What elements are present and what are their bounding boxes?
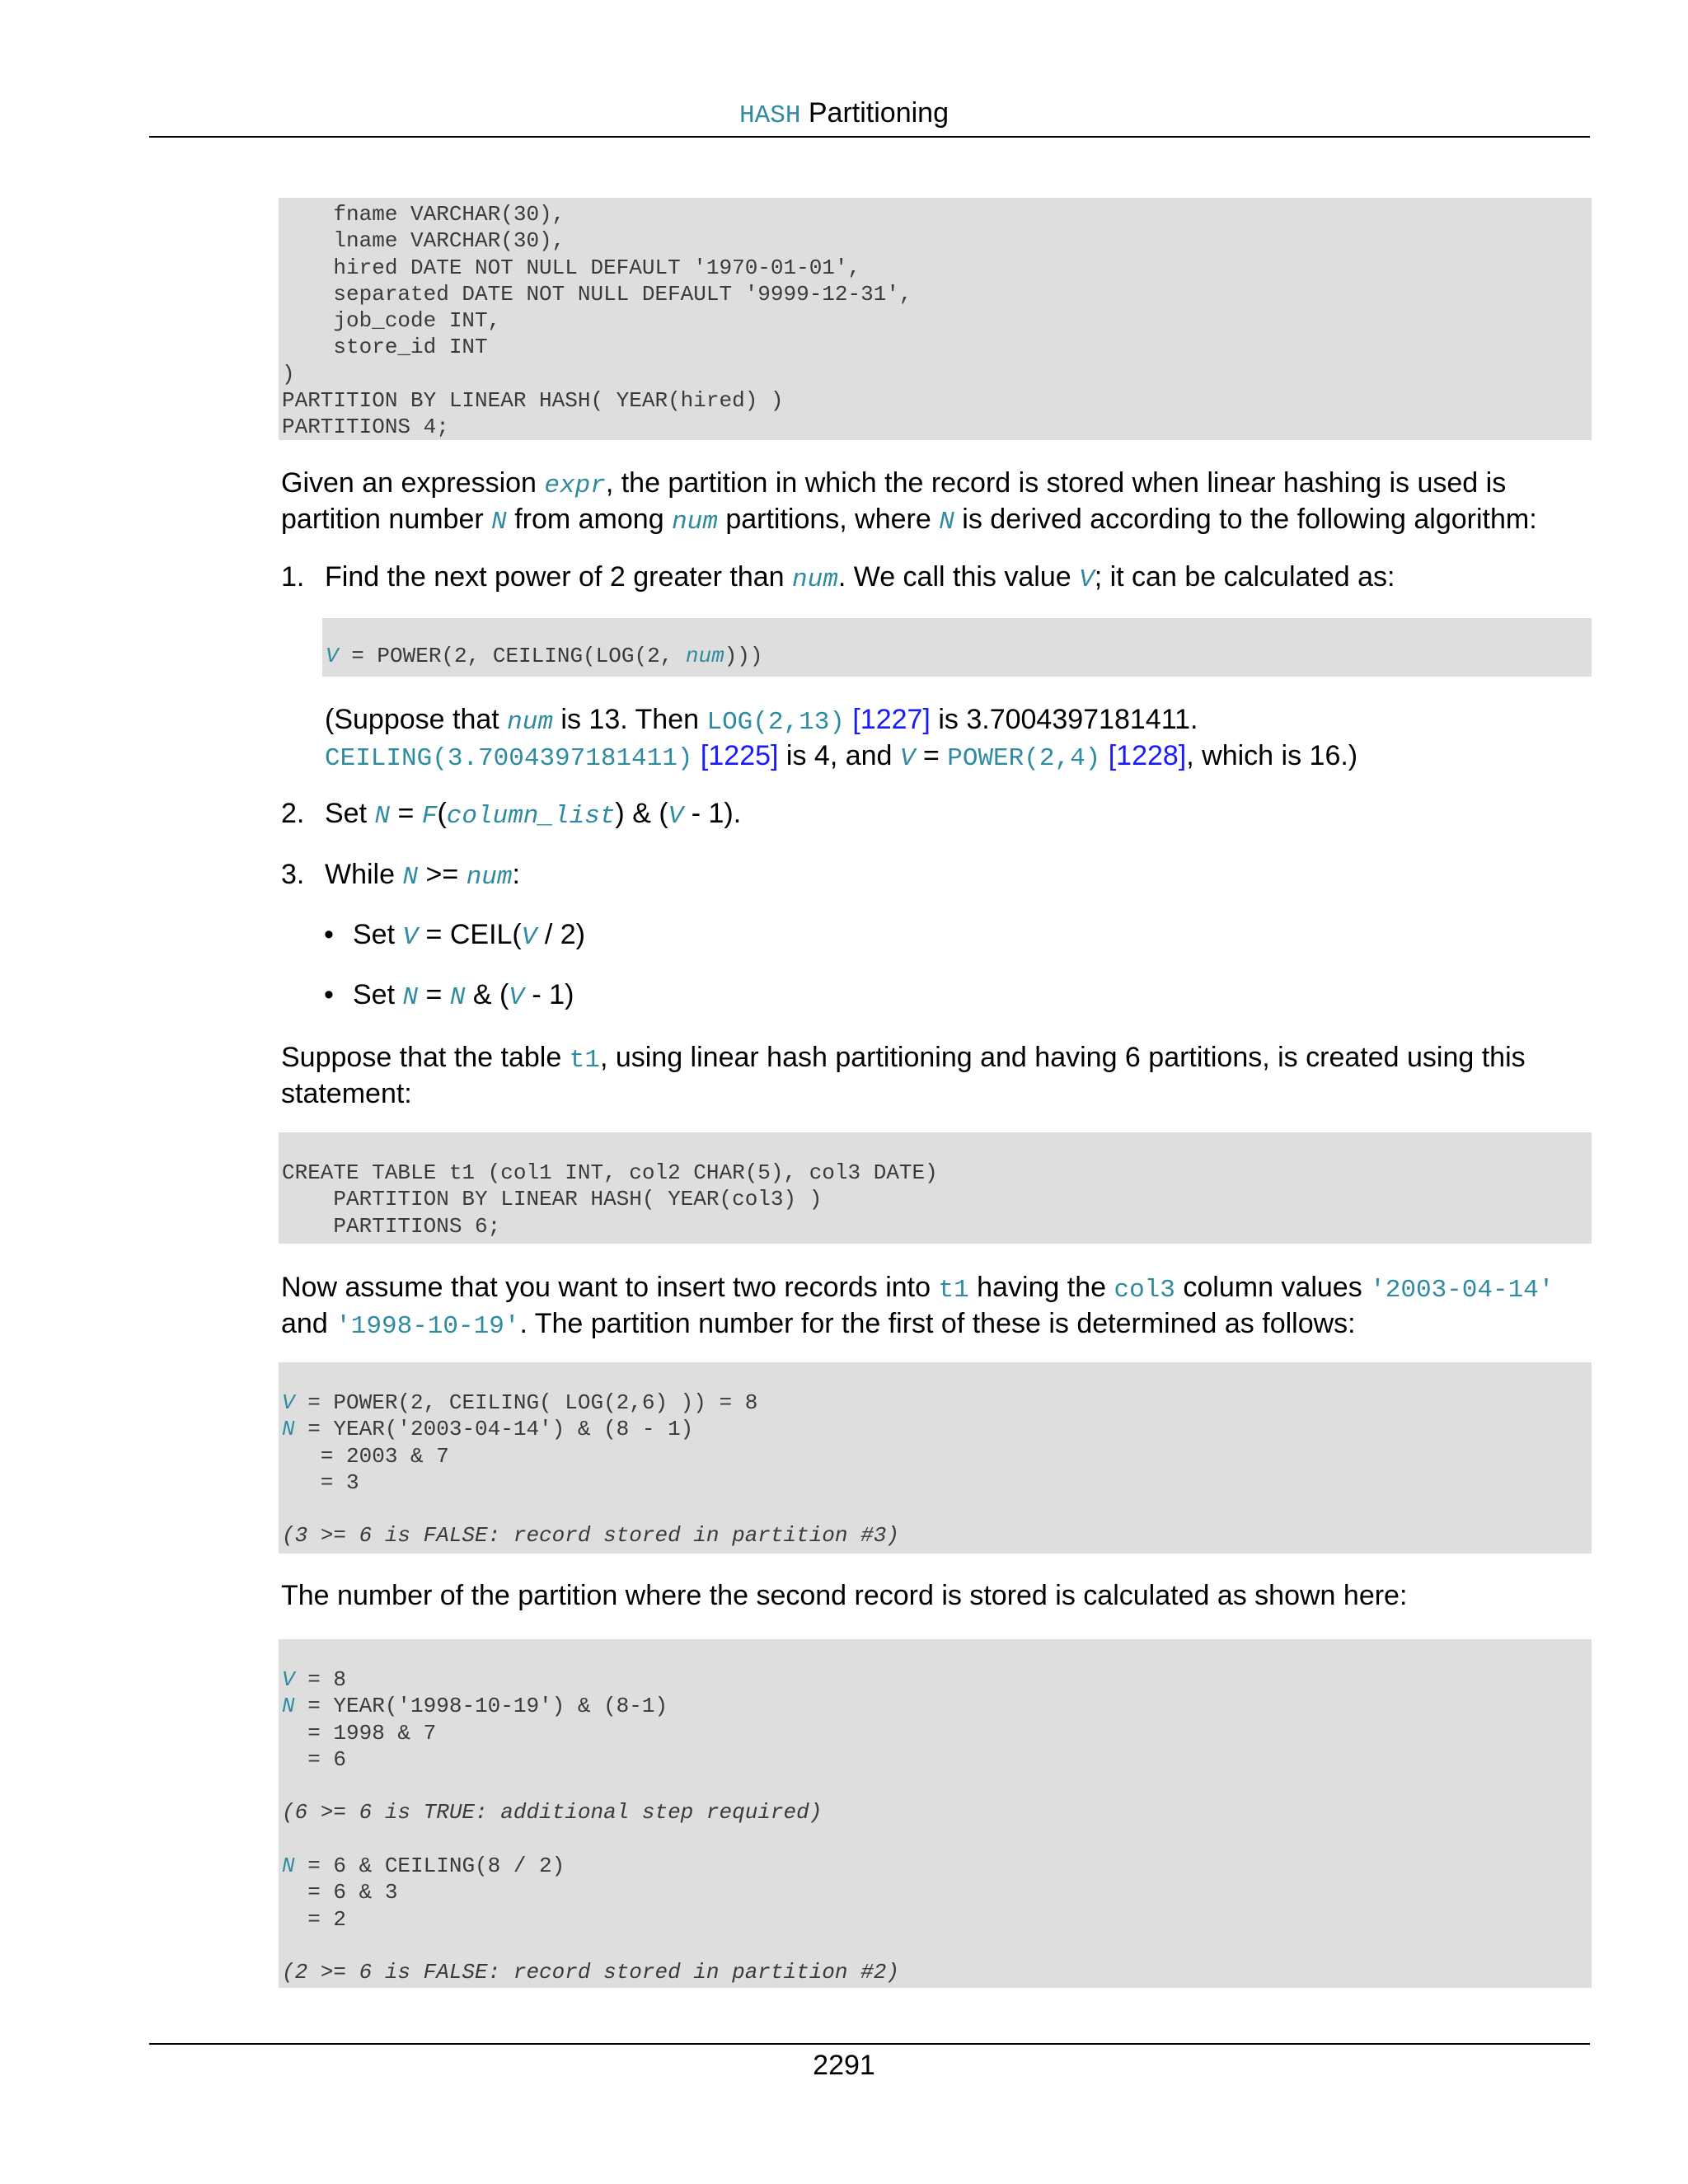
code-line [282, 1853, 1592, 1879]
text: is 13. Then [552, 704, 707, 735]
table-name-t1: t1 [938, 1276, 969, 1305]
code-line [282, 1693, 1592, 1719]
var-n: N [491, 508, 507, 537]
text: column values [1175, 1272, 1371, 1303]
code-line [282, 1416, 1592, 1442]
var-num: num [792, 565, 838, 594]
text: is 4, and [778, 740, 900, 771]
header-title: Partitioning [800, 97, 949, 129]
text: = [390, 798, 422, 829]
paragraph-insert-records [281, 1271, 1600, 1343]
code-line: PARTITION BY LINEAR HASH( YEAR(col3) ) [282, 1187, 823, 1212]
page-header [0, 95, 1688, 134]
code-text: = POWER(2, CEILING(LOG(2, [338, 644, 686, 668]
footer-rule [149, 2043, 1590, 2045]
bullet: • [324, 979, 334, 1010]
function-link-log[interactable]: LOG(2,13) [706, 708, 845, 737]
var-f: F [421, 802, 438, 831]
code-line: job_code INT, [282, 308, 501, 334]
var-v: V [899, 744, 916, 773]
text: partitions, where [717, 504, 940, 535]
paragraph-table-t1 [281, 1041, 1600, 1110]
var-v: V [668, 802, 684, 831]
text: , using linear hash partitioning and having 6 partitions, is created using this [599, 1042, 1526, 1073]
code-line: = 6 [282, 1746, 347, 1772]
code-line: = 2 [282, 1906, 347, 1932]
text: Set [325, 798, 375, 829]
text: having the [968, 1272, 1114, 1303]
text: (Suppose that [325, 704, 508, 735]
text: is 3.7004397181411. [930, 704, 1198, 735]
text: . The partition number for the first of these is determined as follows: [519, 1308, 1356, 1339]
text: and [281, 1308, 336, 1339]
code-line: PARTITIONS 6; [282, 1213, 501, 1239]
paragraph-linear-hash-intro [281, 466, 1600, 539]
code-line: PARTITIONS 4; [282, 415, 449, 440]
text: & ( [465, 979, 509, 1010]
code-line: = 2003 & 7 [282, 1443, 449, 1469]
code-block-create-table [279, 198, 1592, 440]
date-literal: '1998-10-19' [335, 1312, 520, 1341]
code-line [282, 1666, 1592, 1693]
code-line: = 6 & 3 [282, 1880, 398, 1905]
code-line [282, 1390, 1592, 1416]
list-number-3: 3. [281, 859, 305, 890]
var-num: num [672, 508, 718, 537]
list-number-2: 2. [281, 798, 305, 829]
var-v: V [521, 923, 537, 952]
code-block-power-formula [322, 618, 1592, 677]
text: Suppose that the table [281, 1042, 570, 1073]
step-3-bullet-1 [353, 918, 1672, 954]
var-num: num [507, 708, 553, 737]
text: : [512, 859, 520, 890]
paragraph-second-record: The number of the partition where the second record is stored is calculated as shown here: [281, 1580, 1408, 1611]
var-n: N [282, 1694, 295, 1719]
code-text: = 6 & CEILING(8 / 2) [294, 1854, 565, 1879]
var-num: num [466, 863, 513, 892]
code-text: = POWER(2, CEILING( LOG(2,6) )) = 8 [294, 1390, 758, 1415]
function-link-ceiling[interactable]: CEILING(3.7004397181411) [325, 744, 693, 773]
bullet: • [324, 919, 334, 950]
step-3-text [325, 858, 1643, 894]
page-ref-link[interactable]: [1227] [844, 704, 931, 735]
text: = [418, 979, 450, 1010]
text: Find the next power of 2 greater than [325, 561, 793, 593]
header-code: HASH [739, 101, 801, 130]
var-n: N [402, 863, 419, 892]
table-name-t1: t1 [569, 1046, 600, 1075]
var-n: N [402, 983, 419, 1012]
text: Given an expression [281, 467, 545, 499]
step-3-bullet-2 [353, 978, 1672, 1015]
text: While [325, 859, 403, 890]
code-block-create-t1 [279, 1132, 1592, 1244]
code-line-blank [282, 1933, 1592, 1959]
text: Set [353, 919, 403, 950]
text: = [915, 740, 948, 771]
text: , which is 16.) [1186, 740, 1358, 771]
code-line: fname VARCHAR(30), [282, 202, 565, 227]
header-rule [149, 136, 1590, 138]
code-comment: (2 >= 6 is FALSE: record stored in partition #2) [282, 1960, 899, 1985]
code-line-blank [282, 1496, 1592, 1522]
text: statement: [281, 1078, 412, 1109]
page-ref-link[interactable]: [1225] [692, 740, 779, 771]
code-text: = YEAR('2003-04-14') & (8 - 1) [294, 1417, 694, 1442]
code-comment: (6 >= 6 is TRUE: additional step required) [282, 1800, 823, 1825]
code-line-blank [282, 1773, 1592, 1799]
text: is derived according to the following algorithm: [954, 504, 1537, 535]
code-line: = 3 [282, 1469, 359, 1495]
step-2-text [325, 797, 1643, 833]
var-column-list: column_list [446, 802, 616, 831]
step-1-note [325, 703, 1643, 776]
var-v: V [402, 923, 419, 952]
code-comment: (3 >= 6 is FALSE: record stored in partition #3) [282, 1523, 899, 1549]
text: from among [506, 504, 673, 535]
var-n: N [282, 1417, 295, 1442]
code-text: = 8 [294, 1667, 347, 1692]
code-text: = YEAR('1998-10-19') & (8-1) [294, 1694, 668, 1719]
text: Now assume that you want to insert two records into [281, 1272, 939, 1303]
text: - 1) [523, 979, 574, 1010]
var-n: N [374, 802, 391, 831]
var-n: N [449, 983, 466, 1012]
text: = CEIL( [418, 919, 522, 950]
var-n: N [282, 1854, 295, 1879]
step-1-text [325, 560, 1643, 597]
date-literal: '2003-04-14' [1370, 1276, 1554, 1305]
code-line: = 1998 & 7 [282, 1720, 437, 1746]
column-name-col3: col3 [1114, 1276, 1175, 1305]
var-v: V [282, 1390, 295, 1415]
text: / 2) [537, 919, 585, 950]
code-block-second-record [279, 1639, 1592, 1988]
code-line: lname VARCHAR(30), [282, 228, 565, 254]
var-v: V [282, 1667, 295, 1692]
code-line: ) [282, 361, 295, 387]
code-line: PARTITION BY LINEAR HASH( YEAR(hired) ) [282, 388, 784, 414]
code-text: ))) [724, 644, 763, 668]
text: partition number [281, 504, 492, 535]
page-number: 2291 [813, 2050, 875, 2081]
text: ( [437, 798, 447, 829]
code-block-first-record [279, 1362, 1592, 1554]
var-n: N [939, 508, 954, 537]
code-line-blank [282, 1826, 1592, 1853]
code-line: CREATE TABLE t1 (col1 INT, col2 CHAR(5), col3 DATE) [282, 1160, 938, 1185]
text: . We call this value [837, 561, 1080, 593]
page-ref-link[interactable]: [1228] [1100, 740, 1187, 771]
text: ) & ( [615, 798, 668, 829]
var-v: V [509, 983, 524, 1012]
list-number-1: 1. [281, 561, 305, 593]
text: >= [418, 859, 467, 890]
code-line: separated DATE NOT NULL DEFAULT '9999-12-31', [282, 281, 912, 307]
var-expr: expr [544, 471, 606, 500]
text: - 1). [683, 798, 742, 829]
function-link-power[interactable]: POWER(2,4) [947, 744, 1101, 773]
text: Set [353, 979, 403, 1010]
var-v: V [326, 644, 339, 668]
text: ; it can be calculated as: [1094, 561, 1395, 593]
var-num: num [685, 644, 724, 668]
code-line: hired DATE NOT NULL DEFAULT '1970-01-01', [282, 255, 861, 280]
var-v: V [1079, 565, 1095, 594]
code-line: store_id INT [282, 335, 488, 360]
text: , the partition in which the record is stored when linear hashing is used is [605, 467, 1507, 499]
